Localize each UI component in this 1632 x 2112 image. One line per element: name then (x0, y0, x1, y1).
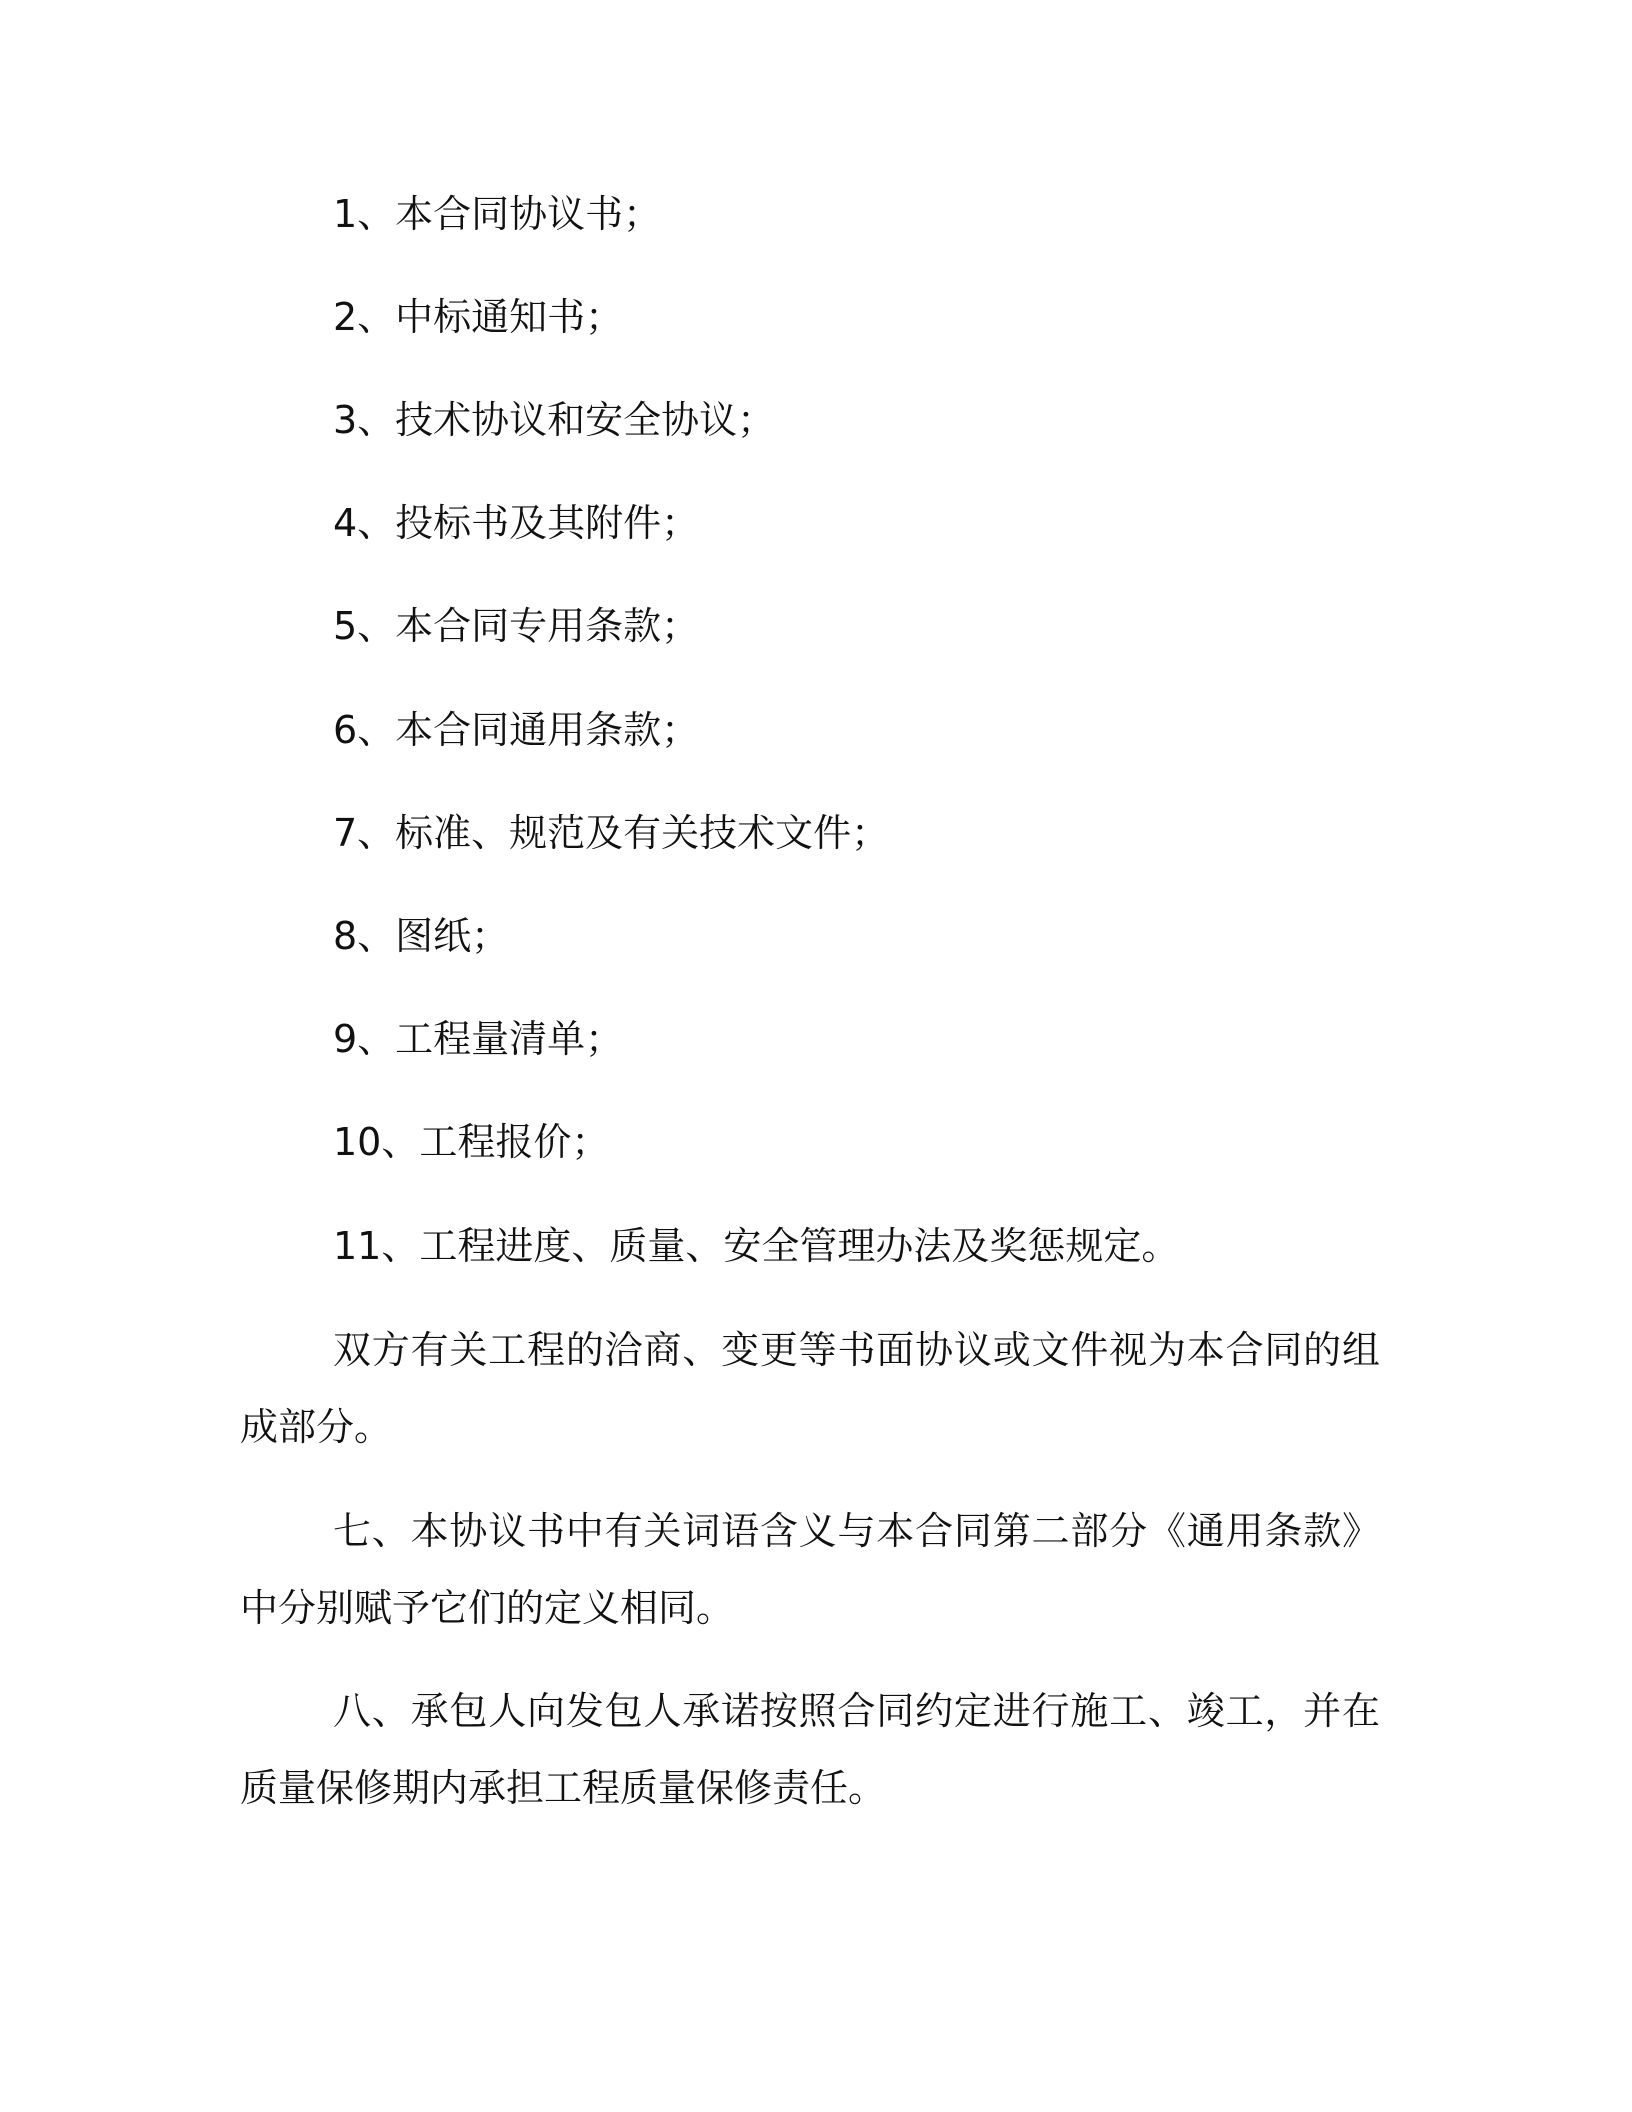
list-item-10: 10、工程报价； (333, 1120, 610, 1164)
list-item-3: 3、技术协议和安全协议； (333, 398, 776, 442)
list-item-11: 11、工程进度、质量、安全管理办法及奖惩规定。 (333, 1224, 1180, 1268)
list-item-8: 8、图纸； (333, 914, 510, 958)
list-item-9: 9、工程量清单； (333, 1017, 624, 1061)
list-item-1: 1、本合同协议书； (333, 192, 662, 236)
list-item-6: 6、本合同通用条款； (333, 708, 700, 752)
paragraph-composition: 双方有关工程的洽商、变更等书面协议或文件视为本合同的组成部分。 (240, 1328, 1380, 1449)
list-item-7: 7、标准、规范及有关技术文件； (333, 811, 890, 855)
paragraph-warranty: 八、承包人向发包人承诺按照合同约定进行施工、竣工，并在质量保修期内承担工程质量保修责任。 (240, 1689, 1380, 1810)
list-item-2: 2、中标通知书； (333, 295, 624, 339)
list-item-4: 4、投标书及其附件； (333, 501, 700, 545)
list-item-5: 5、本合同专用条款； (333, 604, 700, 648)
paragraph-definitions: 七、本协议书中有关词语含义与本合同第二部分《通用条款》中分别赋予它们的定义相同。 (240, 1509, 1380, 1630)
